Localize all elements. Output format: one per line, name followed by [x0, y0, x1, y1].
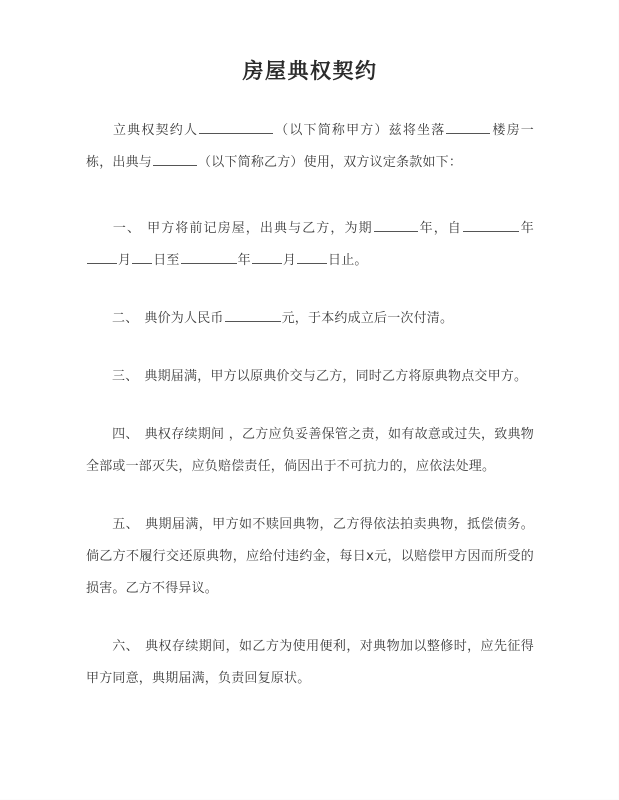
clause-1-text-c: 年: [519, 221, 535, 237]
clause-1-text-f: 年: [237, 253, 251, 269]
intro-paragraph: [86, 115, 534, 179]
clause-2-text-b: 元，于本约成立后一次付清。: [281, 311, 454, 327]
blank-party-b-name[interactable]: [153, 151, 197, 166]
clause-1-text-h: 日止。: [328, 253, 368, 269]
intro-text-d: （以下简称乙方）使用，双方议定条款如下：: [198, 155, 463, 171]
clause-2-number: 二、: [112, 311, 139, 327]
intro-text-a: 立典权契约人: [112, 123, 199, 139]
clause-5-number: 五、: [112, 517, 140, 533]
document-body: [86, 58, 534, 713]
blank-end-day[interactable]: [297, 249, 327, 264]
clause-6-number: 六、: [112, 639, 140, 655]
intro-text-c: 楼房一栋，出典与: [86, 123, 534, 171]
clause-1-text-e: 日至: [153, 253, 180, 269]
clause-3-text: 典期届满，甲方以原典价交与乙方，同时乙方将原典物点交甲方。: [144, 369, 528, 385]
clause-3: [86, 361, 534, 393]
blank-term-years[interactable]: [374, 217, 418, 232]
blank-price-amount[interactable]: [225, 307, 281, 322]
blank-start-year[interactable]: [463, 217, 519, 232]
clause-1-text-b: 年，自: [418, 221, 462, 237]
blank-end-month[interactable]: [252, 249, 282, 264]
clause-6: [86, 631, 534, 695]
clause-1-number: 一、: [112, 221, 142, 237]
clause-5: [86, 509, 534, 605]
clause-4-text: 典权存续期间 ，乙方应负妥善保管之责，如有故意或过失，致典物全部或一部灭失，应负赔偿责任，倘因出于不可抗力的，应依法处理。: [86, 427, 534, 475]
blank-end-year[interactable]: [181, 249, 237, 264]
clause-3-number: 三、: [112, 369, 139, 385]
blank-party-a-name[interactable]: [199, 119, 273, 134]
blank-start-month[interactable]: [87, 249, 117, 264]
blank-start-day[interactable]: [132, 249, 152, 264]
clause-2-text-a: 典价为人民币: [144, 311, 224, 327]
clause-1: [86, 213, 534, 277]
clause-2: [86, 303, 534, 335]
clause-1-text-d: 月: [118, 253, 132, 269]
page-title: 房屋典权契约: [242, 59, 378, 83]
clause-1-text-g: 月: [282, 253, 297, 269]
clause-6-text: 典权存续期间，如乙方为使用便利，对典物加以整修时，应先征得甲方同意，典期届满，负责回复原状。: [86, 639, 534, 687]
clause-4: [86, 419, 534, 483]
clause-4-number: 四、: [112, 427, 139, 443]
clause-5-text: 典期届满，甲方如不赎回典物，乙方得依法拍卖典物，抵偿债务。倘乙方不履行交还原典物，应给付违约金，每日ⅹ元，以赔偿甲方因而所受的损害。乙方不得异议。: [86, 517, 534, 597]
clause-1-text-a: 甲方将前记房屋，出典与乙方，为期: [147, 221, 373, 237]
intro-text-b: （以下简称甲方）兹将坐落: [274, 123, 446, 139]
blank-property-location[interactable]: [446, 119, 490, 134]
